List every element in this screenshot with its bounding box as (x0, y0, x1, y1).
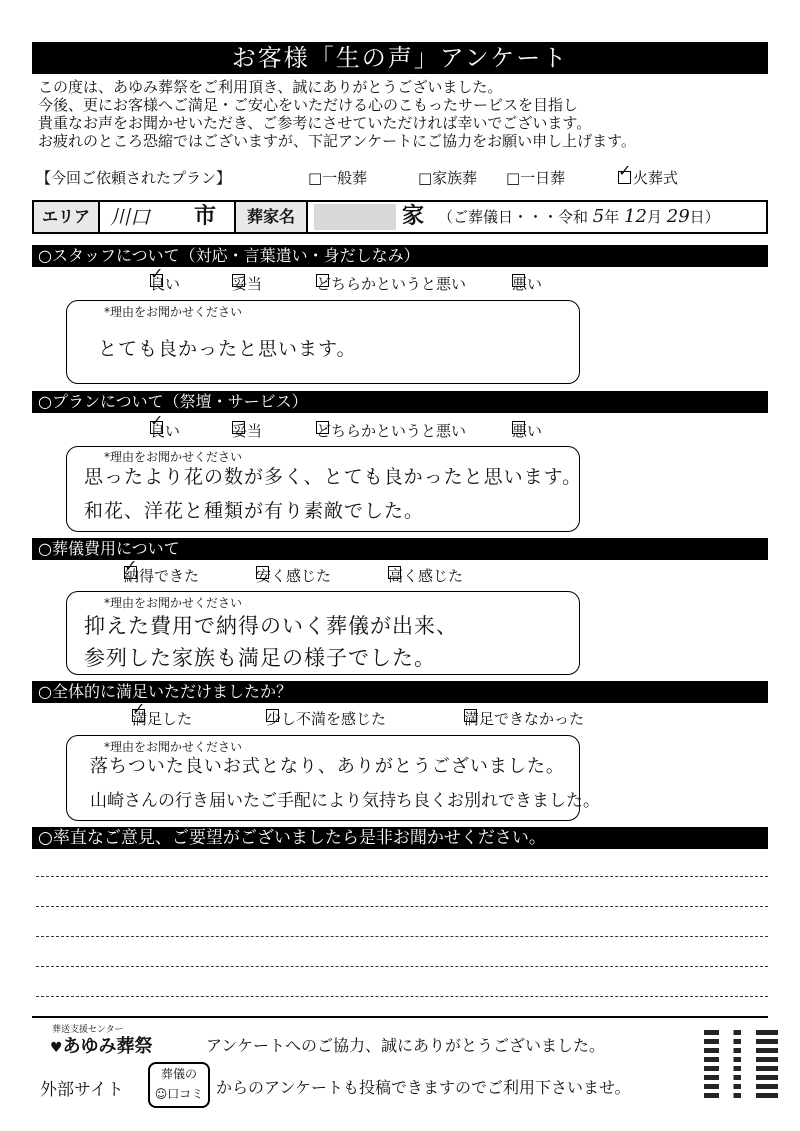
answer-line[interactable] (36, 876, 768, 877)
plan-option-general[interactable]: □一般葬 (308, 169, 368, 187)
badge-bottom: ☺口コミ (154, 1087, 204, 1101)
family-name-redacted (314, 204, 396, 230)
company-logo: ♥あゆみ葬祭 (50, 1036, 153, 1057)
family-label: 葬家名 (234, 202, 308, 232)
section-staff-header: ○スタッフについて（対応・言葉遣い・身だしなみ） (32, 245, 768, 267)
logo-subtitle: 葬送支援センター (52, 1025, 124, 1035)
plan-answer-line: 和花、洋花と種類が有り素敵でした。 (84, 500, 425, 522)
section-opinion-header: ○率直なご意見、ご要望がございましたら是非お聞かせください。 (32, 827, 768, 849)
overall-reason-label: *理由をお聞かせください (104, 740, 243, 754)
plan-reason-label: *理由をお聞かせください (104, 450, 243, 464)
family-suffix: 家 (402, 204, 425, 229)
page-title: お客様「生の声」アンケート (32, 42, 768, 74)
intro-line: この度は、あゆみ葬祭をご利用頂き、誠にありがとうございました。 (38, 78, 503, 96)
answer-line[interactable] (36, 936, 768, 937)
footer-thanks: アンケートへのご協力、誠にありがとうございました。 (206, 1036, 606, 1055)
kuchikomi-badge (148, 1062, 210, 1108)
date-year[interactable]: 5 (592, 206, 605, 227)
plan-answer-line: 思ったより花の数が多く、とても良かったと思います。 (84, 466, 583, 488)
intro-text (38, 78, 636, 150)
answer-line[interactable] (36, 966, 768, 967)
date-month[interactable]: 12 (624, 206, 647, 227)
cost-reason-label: *理由をお聞かせください (104, 596, 243, 610)
funeral-date: （ご葬儀日・・・令和 5年 12月 29日） (438, 206, 720, 227)
badge-top: 葬儀の (160, 1067, 197, 1081)
plan-option-cremation[interactable]: ✓ 火葬式 (618, 166, 633, 190)
answer-line[interactable] (36, 996, 768, 997)
overall-answer-line: 山崎さんの行き届いたご手配により気持ち良くお別れできました。 (90, 791, 600, 811)
intro-line: お疲れのところ恐縮ではございますが、下記アンケートにご協力をお願い申し上げます。 (38, 132, 636, 150)
footer-divider (32, 1016, 768, 1018)
city-suffix: 市 (194, 204, 217, 229)
cost-answer-line: 参列した家族も満足の様子でした。 (84, 646, 436, 670)
section-cost-header: ○葬儀費用について (32, 538, 768, 560)
heart-icon: ♥ (50, 1040, 63, 1056)
plan-option-family[interactable]: □家族葬 (418, 169, 478, 187)
qr-code-icon[interactable] (704, 1028, 778, 1102)
smile-icon: ☺ (154, 1087, 168, 1101)
section-plan-header: ○プランについて（祭壇・サービス） (32, 391, 768, 413)
staff-answer: とても良かったと思います。 (98, 338, 357, 360)
date-day[interactable]: 29 (666, 206, 690, 227)
plan-row (36, 166, 776, 190)
area-label: エリア (34, 202, 100, 232)
intro-line: 今後、更にお客様へご満足・ご安心をいただける心のこもったサービスを目指し (38, 96, 579, 114)
area-value[interactable]: 川口 (110, 205, 150, 229)
staff-reason-label: *理由をお聞かせください (104, 305, 243, 319)
section-overall-header: ○全体的に満足いただけましたか？ (32, 681, 768, 703)
cost-answer-line: 抑えた費用で納得のいく葬儀が出来、 (84, 614, 458, 638)
info-box (32, 200, 768, 234)
overall-answer-line: 落ちついた良いお式となり、ありがとうございました。 (90, 756, 565, 777)
plan-label: 【今回ご依頼されたプラン】 (36, 169, 232, 187)
plan-option-oneday[interactable]: □一日葬 (506, 169, 566, 187)
checkbox-checked[interactable] (618, 171, 631, 184)
answer-line[interactable] (36, 906, 768, 907)
intro-line: 貴重なお声をお聞かせいただき、ご参考にさせていただければ幸いでございます。 (38, 114, 592, 132)
external-site-label: 外部サイト (40, 1080, 124, 1100)
external-site-text: からのアンケートも投稿できますのでご利用下さいませ。 (216, 1078, 631, 1097)
